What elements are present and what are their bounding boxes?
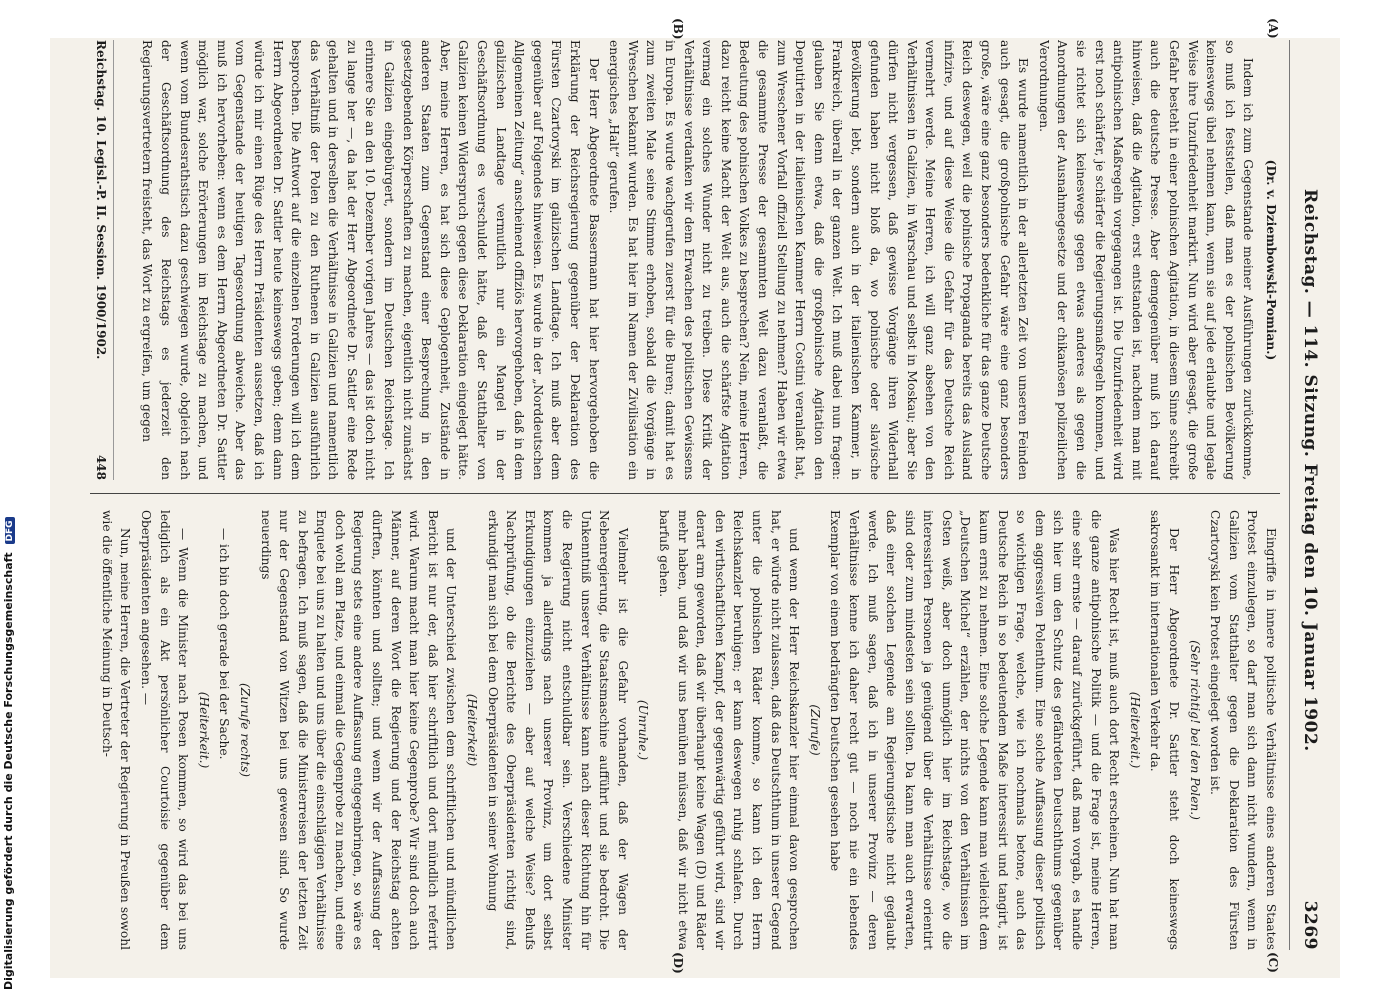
right-column	[90, 510, 1280, 950]
left-column	[90, 40, 1280, 480]
paragraph: Es wurde namentlich in der allerletzten Zeit von unseren Feinden auch gesagt, die großpolnische Gefahr wäre eine ganz besonders große, wäre eine ganz besonders bedenkliche für das ganze Deutsche Reich deswegen, weil die polnische Propaganda bereits das Ausland infizire, und auf diese Weise die Gefahr für das Deutsche Reich vermehrt werde. Meine Herren, ich will ganz absehen von den Verhältnissen in Galizien, in Warschau und selbst in Moskau; aber Sie dürfen nicht vergessen, daß gewisse Vorgänge ihren Widerhall gefunden haben nicht bloß da, wo polnische oder slavische Bevölkerung lebt, sondern auch in der italienischen Kammer, in Frankreich, überall in der ganzen Welt. Ich muß dabei nun fragen: glauben Sie denn etwa, daß die großpolnische Agitation den Deputirten in der italienischen Kammer Herrn Costini veranlaßt hat, zum Wreschener Vorfall offiziell Stellung zu nehmen? Haben wir etwa die gesammte Presse der gesammten Welt dazu veranlaßt, die Bedeutung des polnischen Volkes zu besprechen? Nein, meine Herren, dazu reicht keine Macht der Welt aus, auch die schärfste Agitation vermag ein solches Wunder nicht zu treiben. Diese Kritik der Verhältnisse verdanken wir dem Erwachen des politischen Gewissens in Europa. Es wurde wachgerufen zuerst für die Buren; damit hat es zum zweiten Male seine Stimme erhoben, sobald die Vorgänge in Wreschen bekannt wurden. Es hat hier im Namen der Zivilisation ein energisches „Halt“ gerufen.	[607, 40, 1031, 480]
footer-session: Reichstag. 10. Legisl.-P. II. Session. 1900/1902.	[94, 40, 108, 360]
paragraph: und der Unterschied zwischen dem schriftlichen und mündlichen Bericht ist nur der, daß hier schriftlich und dort mündlich referirt wird. Warum macht man hier keine Gegenprobe? Wir sind doch auch Männer, auf deren Wort die Regierung und der Reichstag achten dürften, könnten und sollten; und wenn wir der Auffassung der Regierung stets eine andere Auffassung entgegenbringen, so wäre es doch wohl am Platze, und einmal die Gegenprobe zu machen, und eine Enquete bei uns zu halten und uns über die einschlägigen Verhältnisse zu befragen. Ich muß sagen, daß die Ministerreisen der letzten Zeit nur der Gegenstand von Witzen bei uns gewesen sind. So wurde neuerdings	[258, 510, 459, 950]
column-divider	[90, 493, 1280, 494]
credit-text: Digitalisierung gefördert durch die Deutsche Forschungsgemeinschaft	[2, 552, 15, 990]
margin-marker-b: (B)	[671, 18, 685, 40]
interjection: (Unruhe.)	[636, 699, 651, 761]
paragraph: Nun, meine Herren, die Vertreter der Regierung in Preußen sowohl wie die öffentliche Meinung in Deutsch-	[99, 510, 133, 950]
margin-marker-d: (D)	[671, 952, 685, 974]
page-content	[85, 18, 1330, 974]
paragraph: Eingriffe in innere politische Verhältnisse eines anderen Staates Protest einzulegen, so darf man sich dann nicht wundern, wenn in Galizien vom Statthalter gegen die Deklaration des Fürsten Czartoryski kein Protest eingelegt worden ist.	[1208, 510, 1278, 950]
paragraph: Was hier Recht ist, muß auch dort Recht erscheinen. Nun hat man die ganze antipolnische Politik — und die Frage ist, meine Herren, eine sehr ernste — darauf zurückgeführt, daß man vorgab, es handle sich hier um den Schutz des gefährdeten Deutschthums gegenüber dem aggressiven Polenthum. Eine solche Auffassung dieser politisch so wichtigen Frage, welche, wie ich nochmals betone, auch das Deutsche Reich in so bedeutendem Maße interessirt und tangirt, ist kaum ernst zu nehmen. Eine solche Legende kann man vielleicht dem „Deutschen Michel“ erzählen, der nichts von den Verhältnissen im Osten weiß, aber doch unmöglich hier im Reichstage, wo die interessirten Personen ja genügend über die Verhältnisse orientirt sind oder zum mindesten sein sollten. Da kann man auch erwarten, daß einer solchen Legende am Regierungstische nicht geglaubt werde. Ich muß sagen, daß ich in unserer Provinz — deren Verhältnisse kenne ich daher recht gut — noch nie ein lebendes Exemplar von einem bedrängten Deutschen gesehen habe	[828, 510, 1122, 950]
header-title: Reichstag. — 114. Sitzung. Freitag den 10. Januar 1902.	[1300, 188, 1320, 752]
paragraph: Der Herr Abgeordnete Bassermann hat hier hervorgehoben die Erklärung der Reichsregierung gegenüber der Deklaration des Fürsten Czartoryski im galizischen Landtage. Ich muß aber dem gegenüber auf Folgendes hinweisen. Es wurde in der „Norddeutschen Allgemeinen Zeitung“ anscheinend offiziös hervorgehoben, daß in dem galizischen Landtage vermutlich nur ein Mangel in der Geschäftsordnung es verschuldet hätte, daß der Statthalter von Galizien keinen Widerspruch gegen diese Deklaration eingelegt hätte. Aber, meine Herren, es hat sich diese Geplogenheit, Zustände in anderen Staaten zum Gegenstand einer Besprechung in den gesetzgebenden Körperschaften zu machen, eigentlich nicht zunächst in Galizien eingebürgert, sondern im Deutschen Reichstage. Ich erinnere Sie an den 10. Dezember vorigen Jahres — das ist doch nicht zu lange her —, da hat der Herr Abgeordnete Dr. Sattler eine Rede gehalten und in derselben die Verhältnisse in Galizien und namentlich das Verhältniß der Polen zu den Ruthenen in Galizien ausführlich besprochen. Die Antwort auf die einzelnen Forderungen will ich dem Herrn Abgeordneten Dr. Sattler heute keineswegs geben; denn dann würde ich mir einen Rüge des Herrn Präsidenten aussetzen, daß ich vom Gegenstande der heutigen Tagesordnung abweiche. Aber das muß ich hervorheben: wenn es dem Herrn Abgeordneten Dr. Sattler möglich war, solche Erörterungen im Reichstage zu machen, und wenn vom Bundesrathstisch dazu geschwiegen wurde, obgleich nach der Geschäftsordnung des Reichstags es jederzeit den Regierungsvertretern freisteht, das Wort zu ergreifen, um gegen	[140, 40, 601, 480]
margin-marker-a: (A)	[1266, 18, 1280, 39]
paragraph: — Wenn die Minister nach Posen kommen, so wird das bei uns lediglich als ein Akt persönlicher Courtoisie gegenüber dem Oberpräsidenten angesehen. —	[138, 510, 191, 950]
dfg-logo: DFG	[5, 517, 15, 544]
paragraph: und wenn der Herr Reichskanzler hier einmal davon gesprochen hat, er würde nicht zulassen, daß das Deutschthum in unserer Gegend unter die polnischen Räder komme, so kann ich den Herrn Reichskanzler beruhigen; er kann deswegen ruhig schlafen. Durch den wirthschaftlichen Kampf, der gegenwärtig geführt wird, sind wir derart arm geworden, daß wir überhaupt keine Wagen (D) und Räder mehr haben, und daß wir uns bemühen müssen, daß wir nicht etwa barfuß gehen.	[657, 510, 802, 950]
speaker-name: (Dr. v. Dziembowski-Pomian.)	[1264, 159, 1278, 361]
digitization-credit-strip	[0, 0, 20, 1000]
paragraph: Indem ich zum Gegenstande meiner Ausführungen zurückkomme, so muß ich feststellen, daß man es der polnischen Bevölkerung keineswegs übel nehmen kann, wenn sie auf jede erlaubte und legale Weise ihre Unzufriedenheit markirt. Nun wird aber gesagt, die große Gefahr besteht in einer polnischen Agitation, in diesem Sinne schreibt auch die deutsche Presse. Aber demgegenüber muß ich darauf hinweisen, daß die Agitation, erst entstanden ist, nachdem man mit antipolnischen Maßregeln vorgegangen ist. Die Unzufriedenheit wird erst noch schärfer, je schärfer die Regierungsmaßregeln kommen, und sie richtet sich keineswegs gegen etwas anderes als gegen die Anordnungen der Ausnahmegesetze und der chikanösen polizeilichen Verordnungen.	[1036, 40, 1256, 480]
interjection: (Zurufe rechts)	[237, 683, 252, 777]
text-columns	[90, 18, 1280, 974]
interjection: (Heiterkeit.)	[1127, 691, 1142, 769]
paragraph: — ich bin doch gerade bei der Sache.	[217, 528, 232, 760]
footer-sheet-number: 448	[94, 454, 108, 480]
interjection: (Zurufe)	[807, 704, 822, 756]
interjection: (Heiterkeit.)	[196, 691, 211, 769]
interjection: (Sehr richtig! bei den Polen.)	[1187, 640, 1202, 820]
margin-marker-c: (C)	[1266, 952, 1280, 973]
running-header	[1289, 40, 1330, 950]
paragraph: Der Herr Abgeordnete Dr. Sattler steht doch keineswegs sakrosankt im internationalen Verkehr da.	[1148, 510, 1182, 950]
digitization-credit	[2, 10, 15, 990]
interjection: (Heiterkeit)	[465, 693, 480, 767]
page-footer	[90, 40, 114, 480]
page-number: 3269	[1300, 900, 1320, 950]
paragraph: Vielmehr ist die Gefahr vorhanden, daß der Wagen der Nebenregierung, die Staatsmaschine aufführt und sie bedroht. Die Unkenntniß unserer Verhältnisse kann nach dieser Richtung hin für die Regierung nicht entschuldbar sein. Verschiedene Minister kommen ja allerdings nach unserer Provinz, um dort selbst Erkundigungen einzuziehen — aber auf welche Weise? Behufs Nachprüfung, ob die Berichte des Oberpräsidenten richtig sind, erkundigt man sich bei dem Oberpräsidenten in seiner Wohnung	[485, 510, 630, 950]
